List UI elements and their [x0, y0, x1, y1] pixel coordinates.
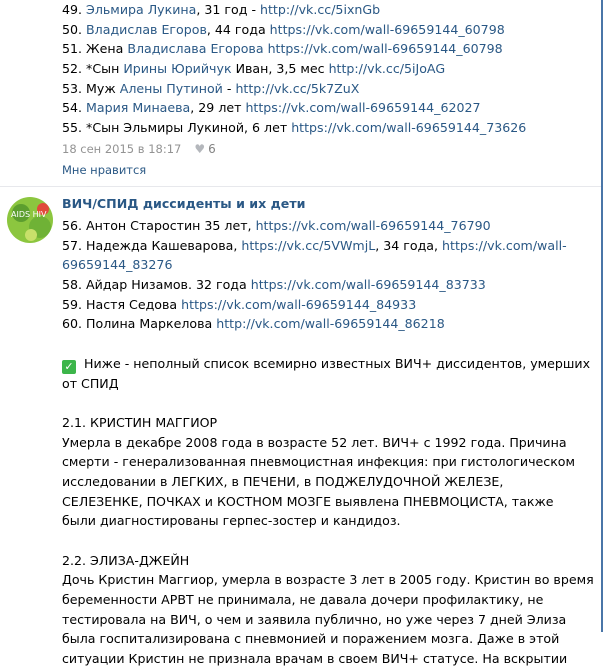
- text-segment: 56. Антон Старостин 35 лет,: [62, 218, 256, 233]
- text-link[interactable]: http://vk.com/wall-69659144_86218: [216, 316, 445, 332]
- text-segment: смерти - генерализованная пневмоцистная инфекция: при гистологическом: [62, 454, 576, 470]
- text-link[interactable]: https://vk.com/wall-69659144_83733: [250, 277, 486, 293]
- post-1-lines: [62, 0, 602, 138]
- post-1-line: [62, 39, 602, 59]
- text-link[interactable]: https://vk.com/wall-69659144_73626: [291, 120, 527, 136]
- text-segment: -: [222, 80, 236, 96]
- post-2-line: [62, 511, 602, 531]
- post-2-line: [62, 354, 602, 374]
- text-segment: Умерла в декабре 2008 года в возрасте 52 лет. ВИЧ+ с 1992 года. Причина: [62, 434, 567, 450]
- post-1-line: [62, 118, 602, 138]
- text-segment: 55. *Сын Эльмиры Лукиной, 6 лет: [62, 120, 292, 136]
- post-2-lines: [62, 216, 602, 669]
- text-link[interactable]: http://vk.cc/5k7ZuX: [235, 80, 360, 96]
- text-link[interactable]: http://vk.cc/5iJoAG: [328, 61, 446, 77]
- text-segment: , 31 год -: [196, 2, 261, 17]
- post-2-line: [62, 275, 602, 295]
- post-2-line: [62, 255, 602, 275]
- post-2-line: [62, 649, 602, 669]
- text-segment: 54.: [62, 100, 87, 116]
- post-2-line: [62, 531, 602, 551]
- text-segment: 59. Настя Седова: [62, 296, 182, 312]
- text-segment: была госпитализирована с пневмонией и поражением мозга. Даже в этой: [62, 631, 560, 647]
- text-segment: 51. Жена: [62, 41, 128, 57]
- post-2-line: [62, 314, 602, 334]
- post-2-line: [62, 629, 602, 649]
- avatar-image-icon: [7, 197, 53, 243]
- text-segment: 58. Айдар Низамов. 32 года: [62, 277, 251, 293]
- text-segment: 60. Полина Маркелова: [62, 316, 217, 332]
- post-2-line: [62, 216, 602, 236]
- check-icon: ✓: [62, 360, 76, 374]
- text-segment: 50.: [62, 21, 87, 37]
- post-author-name[interactable]: ВИЧ/СПИД диссиденты и их дети: [62, 196, 306, 211]
- text-segment: Ниже - неполный список всемирно известных ВИЧ+ диссидентов, умерших: [80, 355, 591, 371]
- post-2-line: [62, 334, 602, 354]
- text-link[interactable]: Алены Путиной: [119, 80, 223, 96]
- text-link[interactable]: Эльмира Лукина: [86, 2, 197, 17]
- text-link[interactable]: Владислава Егорова: [127, 41, 264, 57]
- post-2-line: [62, 433, 602, 453]
- text-segment: исследовании в ЛЕГКИХ, в ПЕЧЕНИ, в ПОДЖЕЛУДОЧНОЙ ЖЕЛЕЗЕ,: [62, 473, 504, 489]
- post-2-line: [62, 492, 602, 512]
- text-segment: СЕЛЕЗЕНКЕ, ПОЧКАХ и КОСТНОМ МОЗГЕ выявлена ПНЕВМОЦИСТА, также: [62, 493, 554, 509]
- post-2-line: [62, 413, 602, 433]
- post-separator: [0, 186, 603, 187]
- text-segment: были диагностированы герпес-зостер и кандидоз.: [62, 513, 401, 529]
- text-link[interactable]: https://vk.com/wall-69659144_60798: [269, 21, 505, 37]
- post-2-line: [62, 374, 602, 394]
- text-segment: Иван, 3,5 мес: [231, 61, 329, 77]
- post-2-line: [62, 452, 602, 472]
- text-segment: 52. *Сын: [62, 61, 124, 77]
- post-2-line: [62, 393, 602, 413]
- post-2-line: [62, 570, 602, 590]
- text-link[interactable]: Мария Минаева: [86, 100, 191, 116]
- text-segment: от СПИД: [62, 375, 119, 391]
- text-segment: 2.1. КРИСТИН МАГГИОР: [62, 414, 218, 430]
- text-link[interactable]: https://vk.com/wall-69659144_84933: [181, 296, 417, 312]
- text-segment: 2.2. ЭЛИЗА-ДЖЕЙН: [62, 552, 190, 568]
- post-2: [62, 195, 602, 669]
- text-link[interactable]: Владислав Егоров: [86, 21, 207, 37]
- like-count: 6: [208, 141, 216, 156]
- text-link[interactable]: https://vk.com/wall-69659144_76790: [255, 218, 491, 233]
- post-1-meta: [62, 141, 602, 157]
- text-segment: тестировала на ВИЧ, о чем и заявила публично, но уже через 7 дней Элиза: [62, 611, 567, 627]
- text-link[interactable]: 69659144_83276: [62, 257, 173, 273]
- post-1-line: [62, 0, 602, 20]
- post-1-line: [62, 79, 602, 99]
- post-2-line: [62, 590, 602, 610]
- post-date[interactable]: 18 сен 2015 в 18:17: [62, 141, 182, 156]
- text-segment: 49.: [62, 2, 87, 17]
- text-link[interactable]: Ирины Юрийчук: [123, 61, 232, 77]
- text-segment: ситуации Кристин не признала врачам в своем ВИЧ+ статусе. На вскрытии: [62, 651, 568, 667]
- post-1-text: [62, 0, 602, 157]
- text-segment: , 44 года: [206, 21, 270, 37]
- post-2-line: [62, 551, 602, 571]
- author-avatar[interactable]: [7, 197, 53, 243]
- text-link[interactable]: https://vk.com/wall-: [442, 237, 567, 253]
- text-link[interactable]: http://vk.cc/5ixnGb: [260, 2, 381, 17]
- text-link[interactable]: https://vk.com/wall-69659144_62027: [245, 100, 481, 116]
- avatar-label: AIDS HIV: [11, 210, 47, 219]
- text-segment: 57. Надежда Кашеварова,: [62, 237, 242, 253]
- post-2-line: [62, 472, 602, 492]
- text-link[interactable]: https://vk.com/wall-69659144_60798: [267, 41, 503, 57]
- text-segment: беременности АРВТ не принимала, не давала дочери профилактику, не: [62, 592, 544, 608]
- post-1-line: [62, 20, 602, 40]
- post-2-line: [62, 610, 602, 630]
- post-2-line: [62, 295, 602, 315]
- heart-icon[interactable]: ♥: [194, 141, 206, 156]
- post-2-line: [62, 236, 602, 256]
- post-1-line: [62, 59, 602, 79]
- like-button[interactable]: Мне нравится: [62, 163, 147, 177]
- text-segment: 53. Муж: [62, 80, 120, 96]
- post-1-line: [62, 98, 602, 118]
- text-segment: , 29 лет: [190, 100, 246, 116]
- text-segment: Дочь Кристин Маггиор, умерла в возрасте 3 лет в 2005 году. Кристин во время: [62, 572, 594, 588]
- text-link[interactable]: https://vk.cc/5VWmjL: [241, 237, 376, 253]
- text-segment: , 34 года,: [375, 237, 443, 253]
